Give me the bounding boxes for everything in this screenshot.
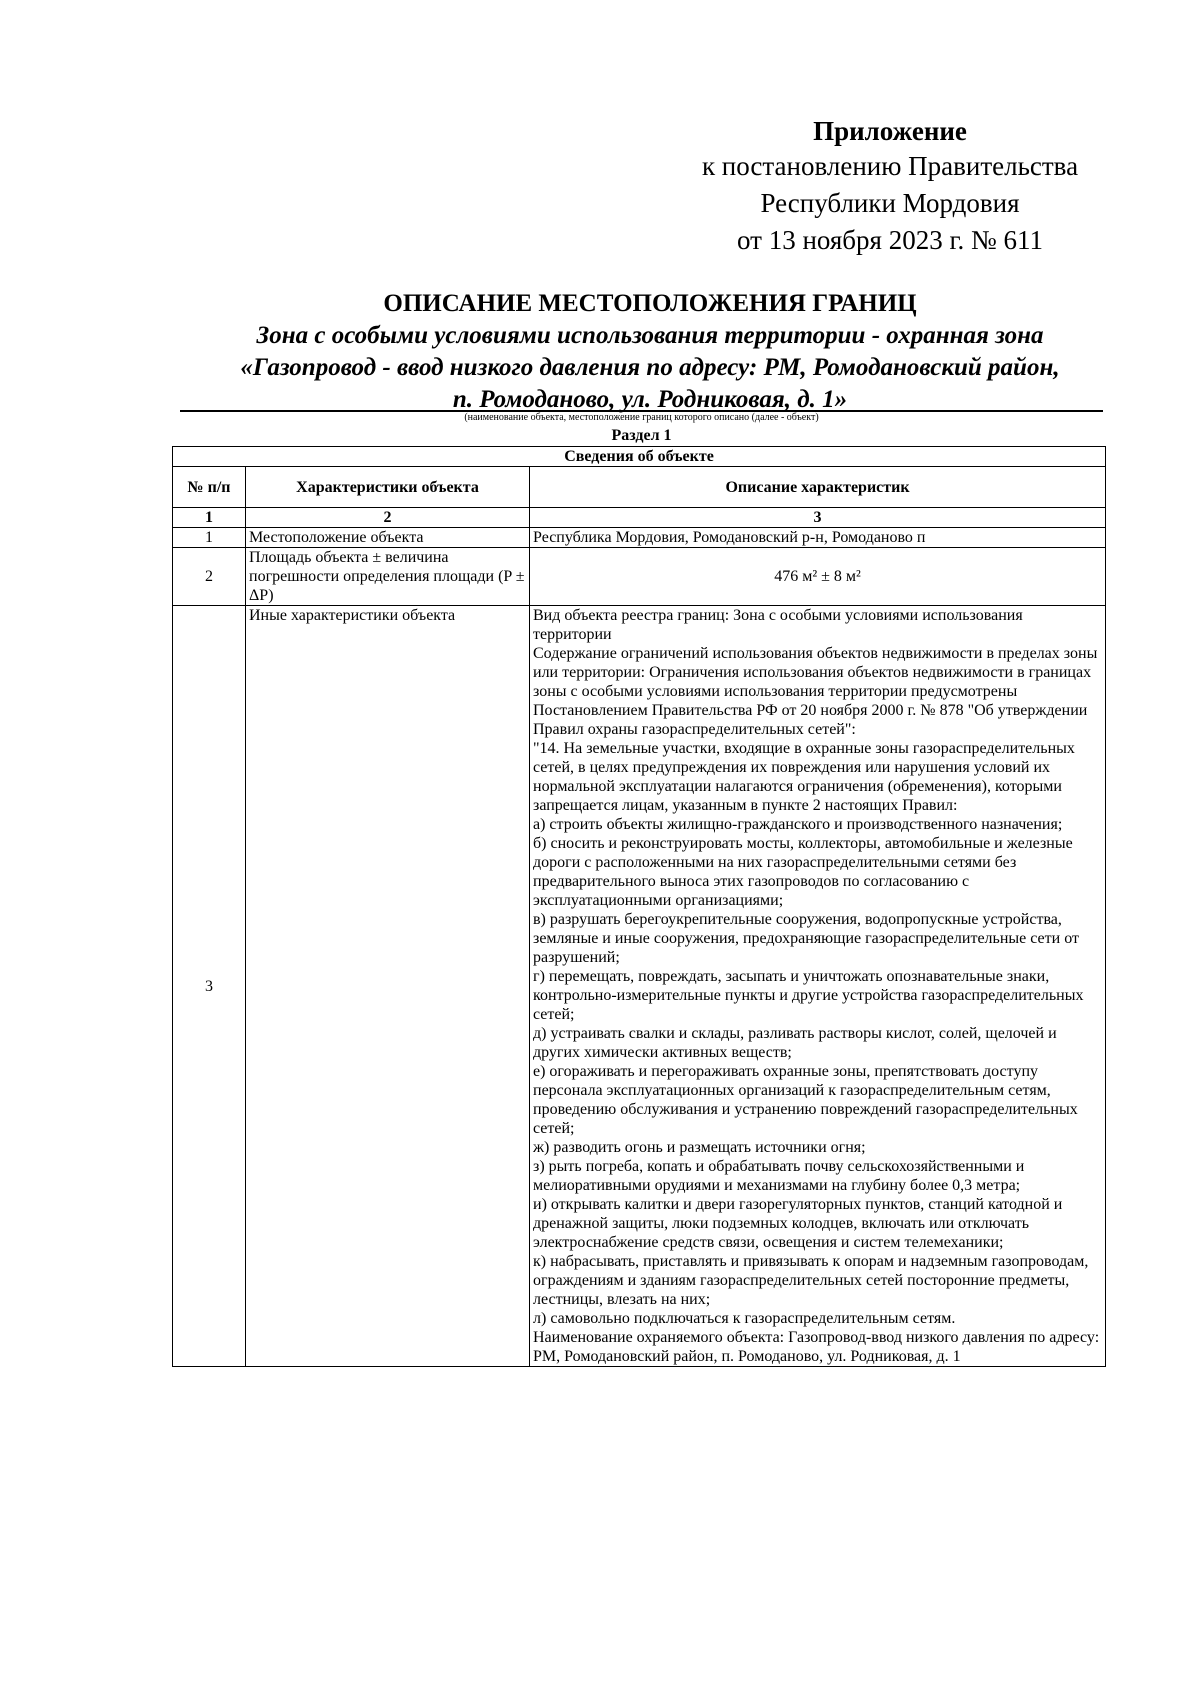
table-row	[173, 606, 1106, 1367]
appendix-line-1: к постановлению Правительства	[701, 151, 1079, 181]
object-info-table	[172, 446, 1106, 1367]
header-description: Описание характеристик	[530, 467, 1106, 508]
table-row	[173, 548, 1106, 606]
document-heading	[180, 288, 1120, 416]
appendix-line-2: Республики Мордовия	[760, 188, 1020, 218]
section-label: Раздел 1	[611, 427, 672, 444]
row-characteristic: Иные характеристики объекта	[246, 606, 530, 1367]
appendix-title: Приложение	[813, 116, 967, 146]
row-description: Республика Мордовия, Ромодановский р-н, Ромоданово п	[530, 528, 1106, 548]
table-row	[173, 528, 1106, 548]
row-number: 3	[173, 606, 246, 1367]
header-characteristic: Характеристики объекта	[246, 467, 530, 508]
row-characteristic: Местоположение объекта	[246, 528, 530, 548]
appendix-block	[660, 114, 1120, 259]
row-description: Вид объекта реестра границ: Зона с особыми условиями использования территории Содержание ограничений использования объектов недвижимости в пределах зоны или территории: Ограничения использования объектов недвижимости в границах зоны с особыми условиями использования территории предусмотрены Постановлением Правительства РФ от 20 ноября 2000 г. № 878 "Об утверждении Правил охраны газораспределительных сетей": "14. На земельные участки, входящие в охранные зоны газораспределительных сетей, в целях предупреждения их повреждения или нарушения условий их нормальной эксплуатации налагаются ограничения (обременения), которыми запрещается лицам, указанным в пункте 2 настоящих Правил: а) строить объекты жилищно-гражданского и производственного назначения; б) сносить и реконструировать мосты, коллекторы, автомобильные и железные дороги с расположенными на них газораспределительными сетями без предварительного выноса этих газопроводов по согласованию с эксплуатационными организациями; в) разрушать берегоукрепительные сооружения, водопропускные устройства, земляные и иные сооружения, предохраняющие газораспределительные сети от разрушений; г) перемещать, повреждать, засыпать и уничтожать опознавательные знаки, контрольно-измерительные пункты и другие устройства газораспределительных сетей; д) устраивать свалки и склады, разливать растворы кислот, солей, щелочей и других химически активных веществ; е) огораживать и перегораживать охранные зоны, препятствовать доступу персонала эксплуатационных организаций к газораспределительным сетям, проведению обслуживания и устранению повреждений газораспределительных сетей; ж) разводить огонь и размещать источники огня; з) рыть погреба, копать и обрабатывать почву сельскохозяйственными и мелиоративными орудиями и механизмами на глубину более 0,3 метра; и) открывать калитки и двери газорегуляторных пунктов, станций катодной и дренажной защиты, люки подземных колодцев, включать или отключать электроснабжение средств связи, освещения и систем телемеханики; к) набрасывать, приставлять и привязывать к опорам и надземным газопроводам, ограждениям и зданиям газораспределительных сетей посторонние предметы, лестницы, влезать на них; л) самовольно подключаться к газораспределительным сетям. Наименование охраняемого объекта: Газопровод-ввод низкого давления по адресу: РМ, Ромодановский район, п. Ромоданово, ул. Родниковая, д. 1	[530, 606, 1106, 1367]
row-description: 476 м² ± 8 м²	[530, 548, 1106, 606]
document-title: ОПИСАНИЕ МЕСТОПОЛОЖЕНИЯ ГРАНИЦ	[383, 290, 917, 317]
table-header-row	[173, 467, 1106, 508]
row-characteristic: Площадь объекта ± величина погрешности определения площади (P ± ΔP)	[246, 548, 530, 606]
table-caption: Сведения об объекте	[173, 447, 1106, 467]
row-number: 1	[173, 528, 246, 548]
column-numbers-row	[173, 508, 1106, 528]
column-number-3: 3	[530, 508, 1106, 528]
appendix-line-3: от 13 ноября 2023 г. № 611	[737, 225, 1043, 255]
document-subtitle-line-3: п. Ромоданово, ул. Родниковая, д. 1»	[452, 386, 848, 413]
document-subtitle-line-1: Зона с особыми условиями использования территории - охранная зона	[256, 322, 1044, 349]
object-caption: (наименование объекта, местоположение границ которого описано (далее - объект)	[464, 412, 819, 423]
header-number: № п/п	[173, 467, 246, 508]
row-number: 2	[173, 548, 246, 606]
column-number-1: 1	[173, 508, 246, 528]
column-number-2: 2	[246, 508, 530, 528]
table-caption-row	[173, 447, 1106, 467]
document-subtitle-line-2: «Газопровод - ввод низкого давления по адресу: РМ, Ромодановский район,	[240, 354, 1060, 381]
